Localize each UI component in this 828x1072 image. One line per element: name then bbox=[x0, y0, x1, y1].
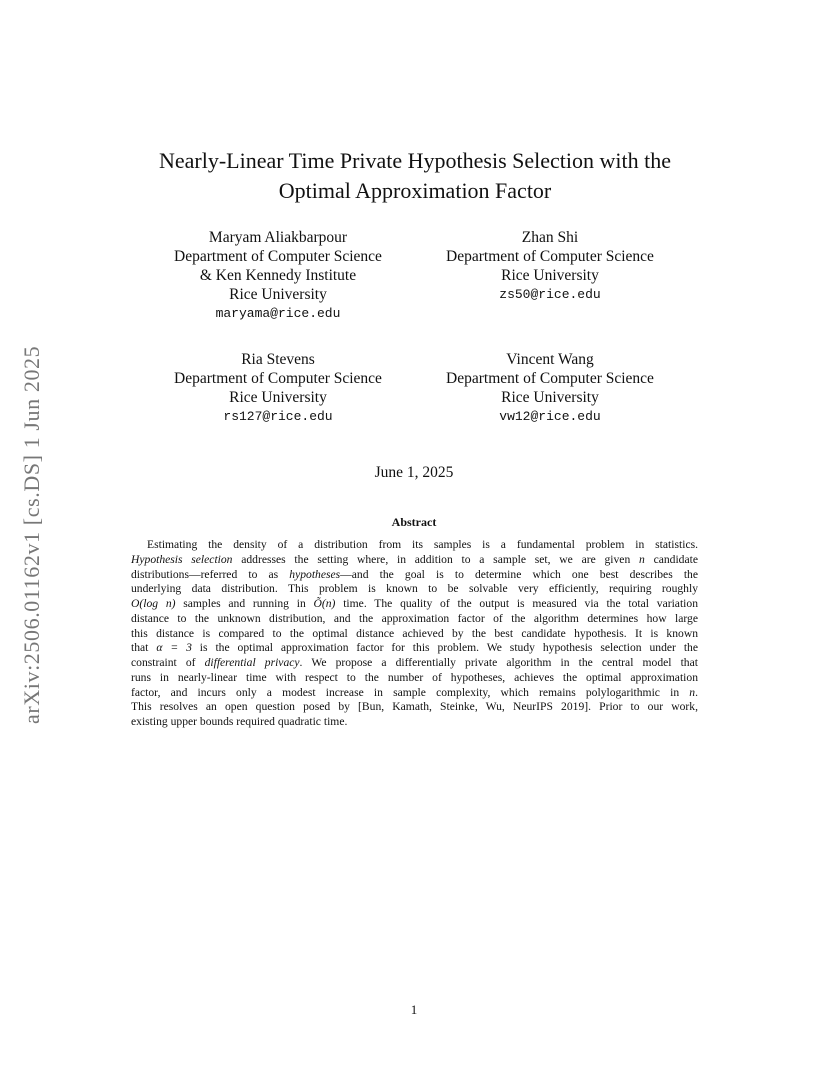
math-variable: n bbox=[639, 552, 645, 566]
title-line-2: Optimal Approximation Factor bbox=[278, 178, 552, 203]
author-name: Ria Stevens bbox=[241, 351, 315, 368]
author-email: maryama@rice.edu bbox=[215, 306, 341, 321]
author-affiliation: Department of Computer Science bbox=[174, 370, 382, 387]
italic-term: hypotheses bbox=[289, 567, 341, 581]
author-block-4 bbox=[420, 350, 680, 426]
author-affiliation: Rice University bbox=[229, 389, 327, 406]
math-expression: O(log n) bbox=[131, 597, 176, 610]
math-variable: n bbox=[689, 685, 696, 699]
abstract-line: factor, and incurs only a modest increase in sample complexity, which remains polylogarithmic in n. bbox=[131, 685, 698, 699]
author-name: Vincent Wang bbox=[506, 351, 594, 368]
author-email: zs50@rice.edu bbox=[499, 287, 601, 302]
abstract-heading: Abstract bbox=[391, 515, 437, 529]
abstract-line: distance to the unknown distribution, and the approximation factor of the algorithm determines how large bbox=[131, 611, 698, 625]
author-affiliation: Department of Computer Science bbox=[174, 248, 382, 265]
abstract-line: distributions—referred to as hypotheses—and the goal is to determine which one best describes the bbox=[131, 567, 698, 581]
author-affiliation: Rice University bbox=[501, 267, 599, 284]
abstract-line: This resolves an open question posed by [Bun, Kamath, Steinke, Wu, NeurIPS 2019]. Prior to our work, bbox=[131, 700, 698, 714]
italic-term: differential privacy bbox=[204, 656, 300, 669]
abstract-line: Estimating the density of a distribution from its samples is a fundamental problem in statistics. bbox=[147, 538, 698, 551]
abstract-body bbox=[131, 538, 698, 730]
math-expression: Õ(n) bbox=[313, 597, 336, 610]
abstract-line: this distance is compared to the optimal distance achieved by the best candidate hypothesis. It is known bbox=[131, 626, 698, 640]
paper-title bbox=[115, 146, 715, 206]
author-block-2 bbox=[420, 228, 680, 304]
abstract-line: O(log n) samples and running in Õ(n) time. The quality of the output is measured via the total variation bbox=[131, 597, 698, 610]
abstract-line: Hypothesis selection addresses the setting where, in addition to a sample set, we are given n candidate bbox=[131, 552, 698, 566]
author-email: vw12@rice.edu bbox=[499, 409, 601, 424]
author-block-1 bbox=[148, 228, 408, 323]
author-name: Zhan Shi bbox=[521, 229, 579, 246]
page-number: 1 bbox=[410, 1002, 418, 1017]
abstract-line: that α = 3 is the optimal approximation factor for this problem. We study hypothesis selection under the bbox=[131, 641, 698, 655]
arxiv-identifier: arXiv:2506.01162v1 [cs.DS] 1 Jun 2025 bbox=[19, 345, 44, 725]
publication-date: June 1, 2025 bbox=[374, 464, 454, 481]
abstract-line: constraint of differential privacy. We propose a differentially private algorithm in the central model that bbox=[131, 656, 698, 669]
author-affiliation: & Ken Kennedy Institute bbox=[199, 267, 357, 284]
abstract-line: existing upper bounds required quadratic time. bbox=[131, 715, 348, 728]
title-line-1: Nearly-Linear Time Private Hypothesis Selection with the bbox=[158, 148, 671, 173]
abstract-line: underlying data distribution. This problem is known to be solvable very efficiently, requiring roughly bbox=[131, 582, 698, 596]
abstract-line: runs in nearly-linear time with respect to the number of hypotheses, achieves the optimal approximation bbox=[131, 670, 698, 684]
author-name: Maryam Aliakbarpour bbox=[208, 229, 348, 246]
author-affiliation: Rice University bbox=[501, 389, 599, 406]
author-block-3 bbox=[148, 350, 408, 426]
author-affiliation: Department of Computer Science bbox=[446, 370, 654, 387]
italic-term: Hypothesis selection bbox=[131, 552, 233, 566]
author-affiliation: Department of Computer Science bbox=[446, 248, 654, 265]
math-expression: α = 3 bbox=[156, 641, 192, 655]
author-email: rs127@rice.edu bbox=[223, 409, 333, 424]
author-affiliation: Rice University bbox=[229, 286, 327, 303]
